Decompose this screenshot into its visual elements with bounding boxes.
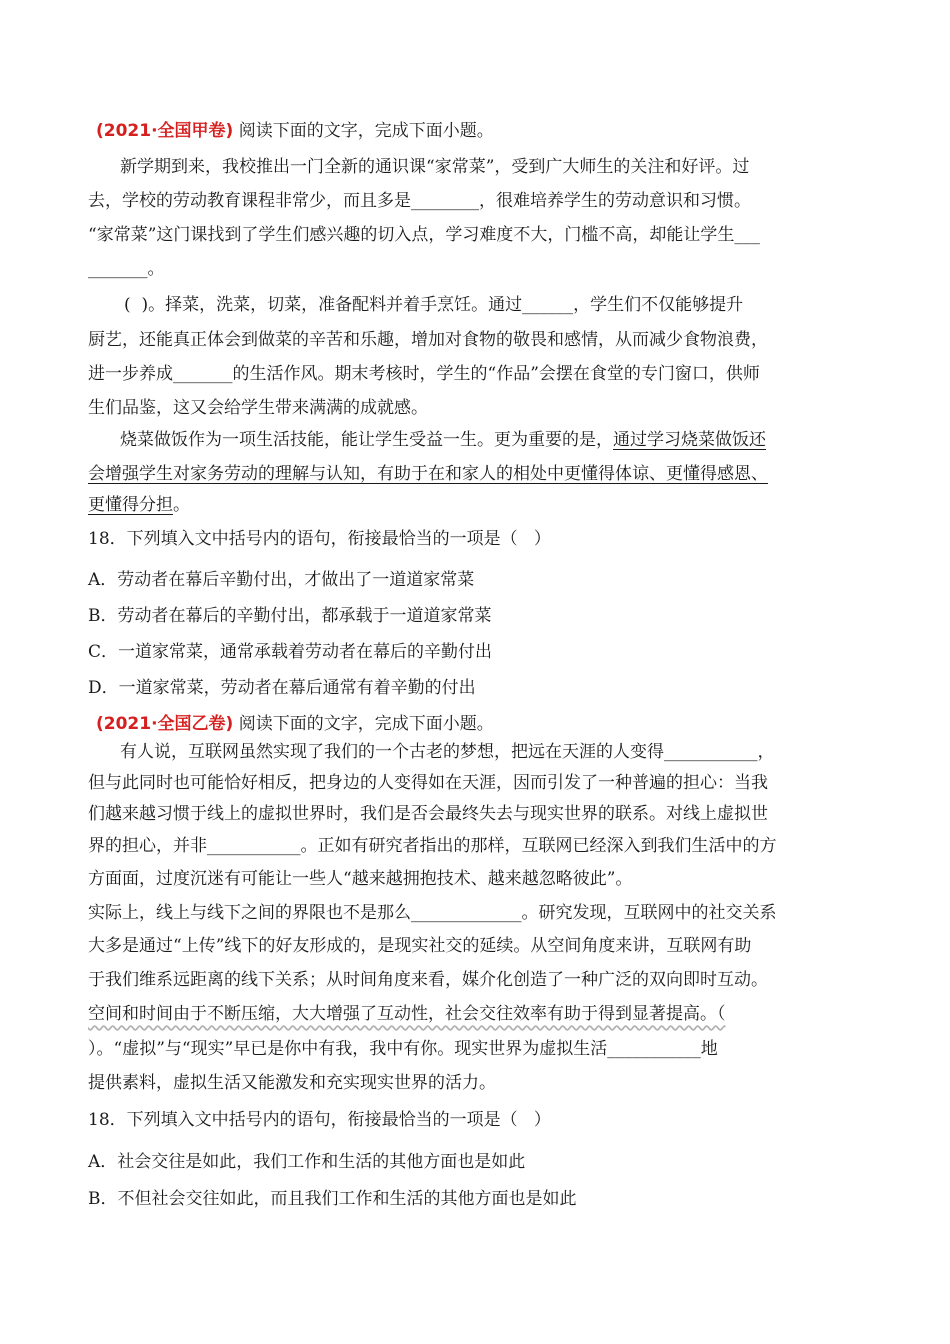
text-line: 但与此同时也可能恰好相反，把身边的人变得如在天涯，因而引发了一种普遍的担心：当我 (88, 773, 768, 793)
source-label: (2021·全国甲卷) (96, 121, 234, 141)
text-segment: 。 (173, 495, 190, 515)
text-line: 大多是通过“上传”线下的好友形成的，是现实社交的延续。从空间角度来讲，互联网有助 (88, 936, 752, 956)
question-stem: 18．下列填入文中括号内的语句，衔接最恰当的一项是（ ） (88, 1110, 551, 1130)
underlined-text: 通过学习烧菜做饭还 (613, 430, 766, 450)
text-segment: 烧菜做饭作为一项生活技能，能让学生受益一生。更为重要的是， (120, 430, 613, 450)
text-line: 生们品鉴，这又会给学生带来满满的成就感。 (88, 398, 428, 418)
question-stem: 18．下列填入文中括号内的语句，衔接最恰当的一项是（ ） (88, 529, 551, 549)
text-line: 去，学校的劳动教育课程非常少，而且多是________，很难培养学生的劳动意识和习惯。 (88, 191, 751, 211)
text-line: 进一步养成_______的生活作风。期末考核时，学生的“作品”会摆在食堂的专门窗口，供师 (88, 364, 760, 384)
text-line: 新学期到来，我校推出一门全新的通识课“家常菜”，受到广大师生的关注和好评。过 (120, 157, 750, 177)
text-line: 于我们维系远距离的线下关系；从时间角度来看，媒介化创造了一种广泛的双向即时互动。 (88, 970, 768, 990)
text-line (120, 425, 766, 450)
option-b: B．劳动者在幕后的辛勤付出，都承载于一道道家常菜 (88, 606, 492, 626)
text-line: 有人说，互联网虽然实现了我们的一个古老的梦想，把远在天涯的人变得___________， (120, 742, 775, 762)
text-line: ( )。择菜，洗菜，切菜，准备配料并着手烹饪。通过______，学生们不仅能够提升 (124, 295, 744, 315)
underlined-text: 更懂得分担 (88, 495, 173, 515)
text-line (88, 490, 190, 515)
option-c: C．一道家常菜，通常承载着劳动者在幕后的辛勤付出 (88, 642, 493, 662)
option-b: B．不但社会交往如此，而且我们工作和生活的其他方面也是如此 (88, 1189, 577, 1209)
text-line: 厨艺，还能真正体会到做菜的辛苦和乐趣，增加对食物的敬畏和感情，从而减少食物浪费， (88, 330, 768, 350)
text-line: “家常菜”这门课找到了学生们感兴趣的切入点，学习难度不大，门槛不高，却能让学生___ (88, 225, 760, 245)
text-line: 提供素料，虚拟生活又能激发和充实现实世界的活力。 (88, 1073, 496, 1093)
option-a: A．劳动者在幕后辛勤付出，才做出了一道道家常菜 (88, 570, 475, 590)
instruction: 阅读下面的文字，完成下面小题。 (238, 121, 494, 141)
text-line: _______。 (88, 259, 165, 279)
source-label: (2021·全国乙卷) (96, 714, 234, 734)
text-line: 方面面，过度沉迷有可能让一些人“越来越拥抱技术、越来越忽略彼此”。 (88, 869, 633, 889)
passage2-header (96, 709, 494, 734)
text-line: 实际上，线上与线下之间的界限也不是那么_____________。研究发现，互联网中的社交关系 (88, 903, 777, 923)
text-line: 空间和时间由于不断压缩，大大增强了互动性，社会交往效率有助于得到显著提高。（ (88, 1004, 726, 1024)
instruction: 阅读下面的文字，完成下面小题。 (238, 714, 494, 734)
passage1-header (96, 116, 494, 141)
text-line: 们越来越习惯于线上的虚拟世界时，我们是否会最终失去与现实世界的联系。对线上虚拟世 (88, 804, 768, 824)
text-line: ）。“虚拟”与“现实”早已是你中有我，我中有你。现实世界为虚拟生活___________地 (88, 1039, 718, 1059)
option-a: A．社会交往是如此，我们工作和生活的其他方面也是如此 (88, 1152, 526, 1172)
underlined-text: 会增强学生对家务劳动的理解与认知，有助于在和家人的相处中更懂得体谅、更懂得感恩、 (88, 464, 768, 484)
text-line: 界的担心，并非___________。正如有研究者指出的那样，互联网已经深入到我们生活中的方 (88, 836, 777, 856)
option-d: D．一道家常菜，劳动者在幕后通常有着辛勤的付出 (88, 678, 476, 698)
